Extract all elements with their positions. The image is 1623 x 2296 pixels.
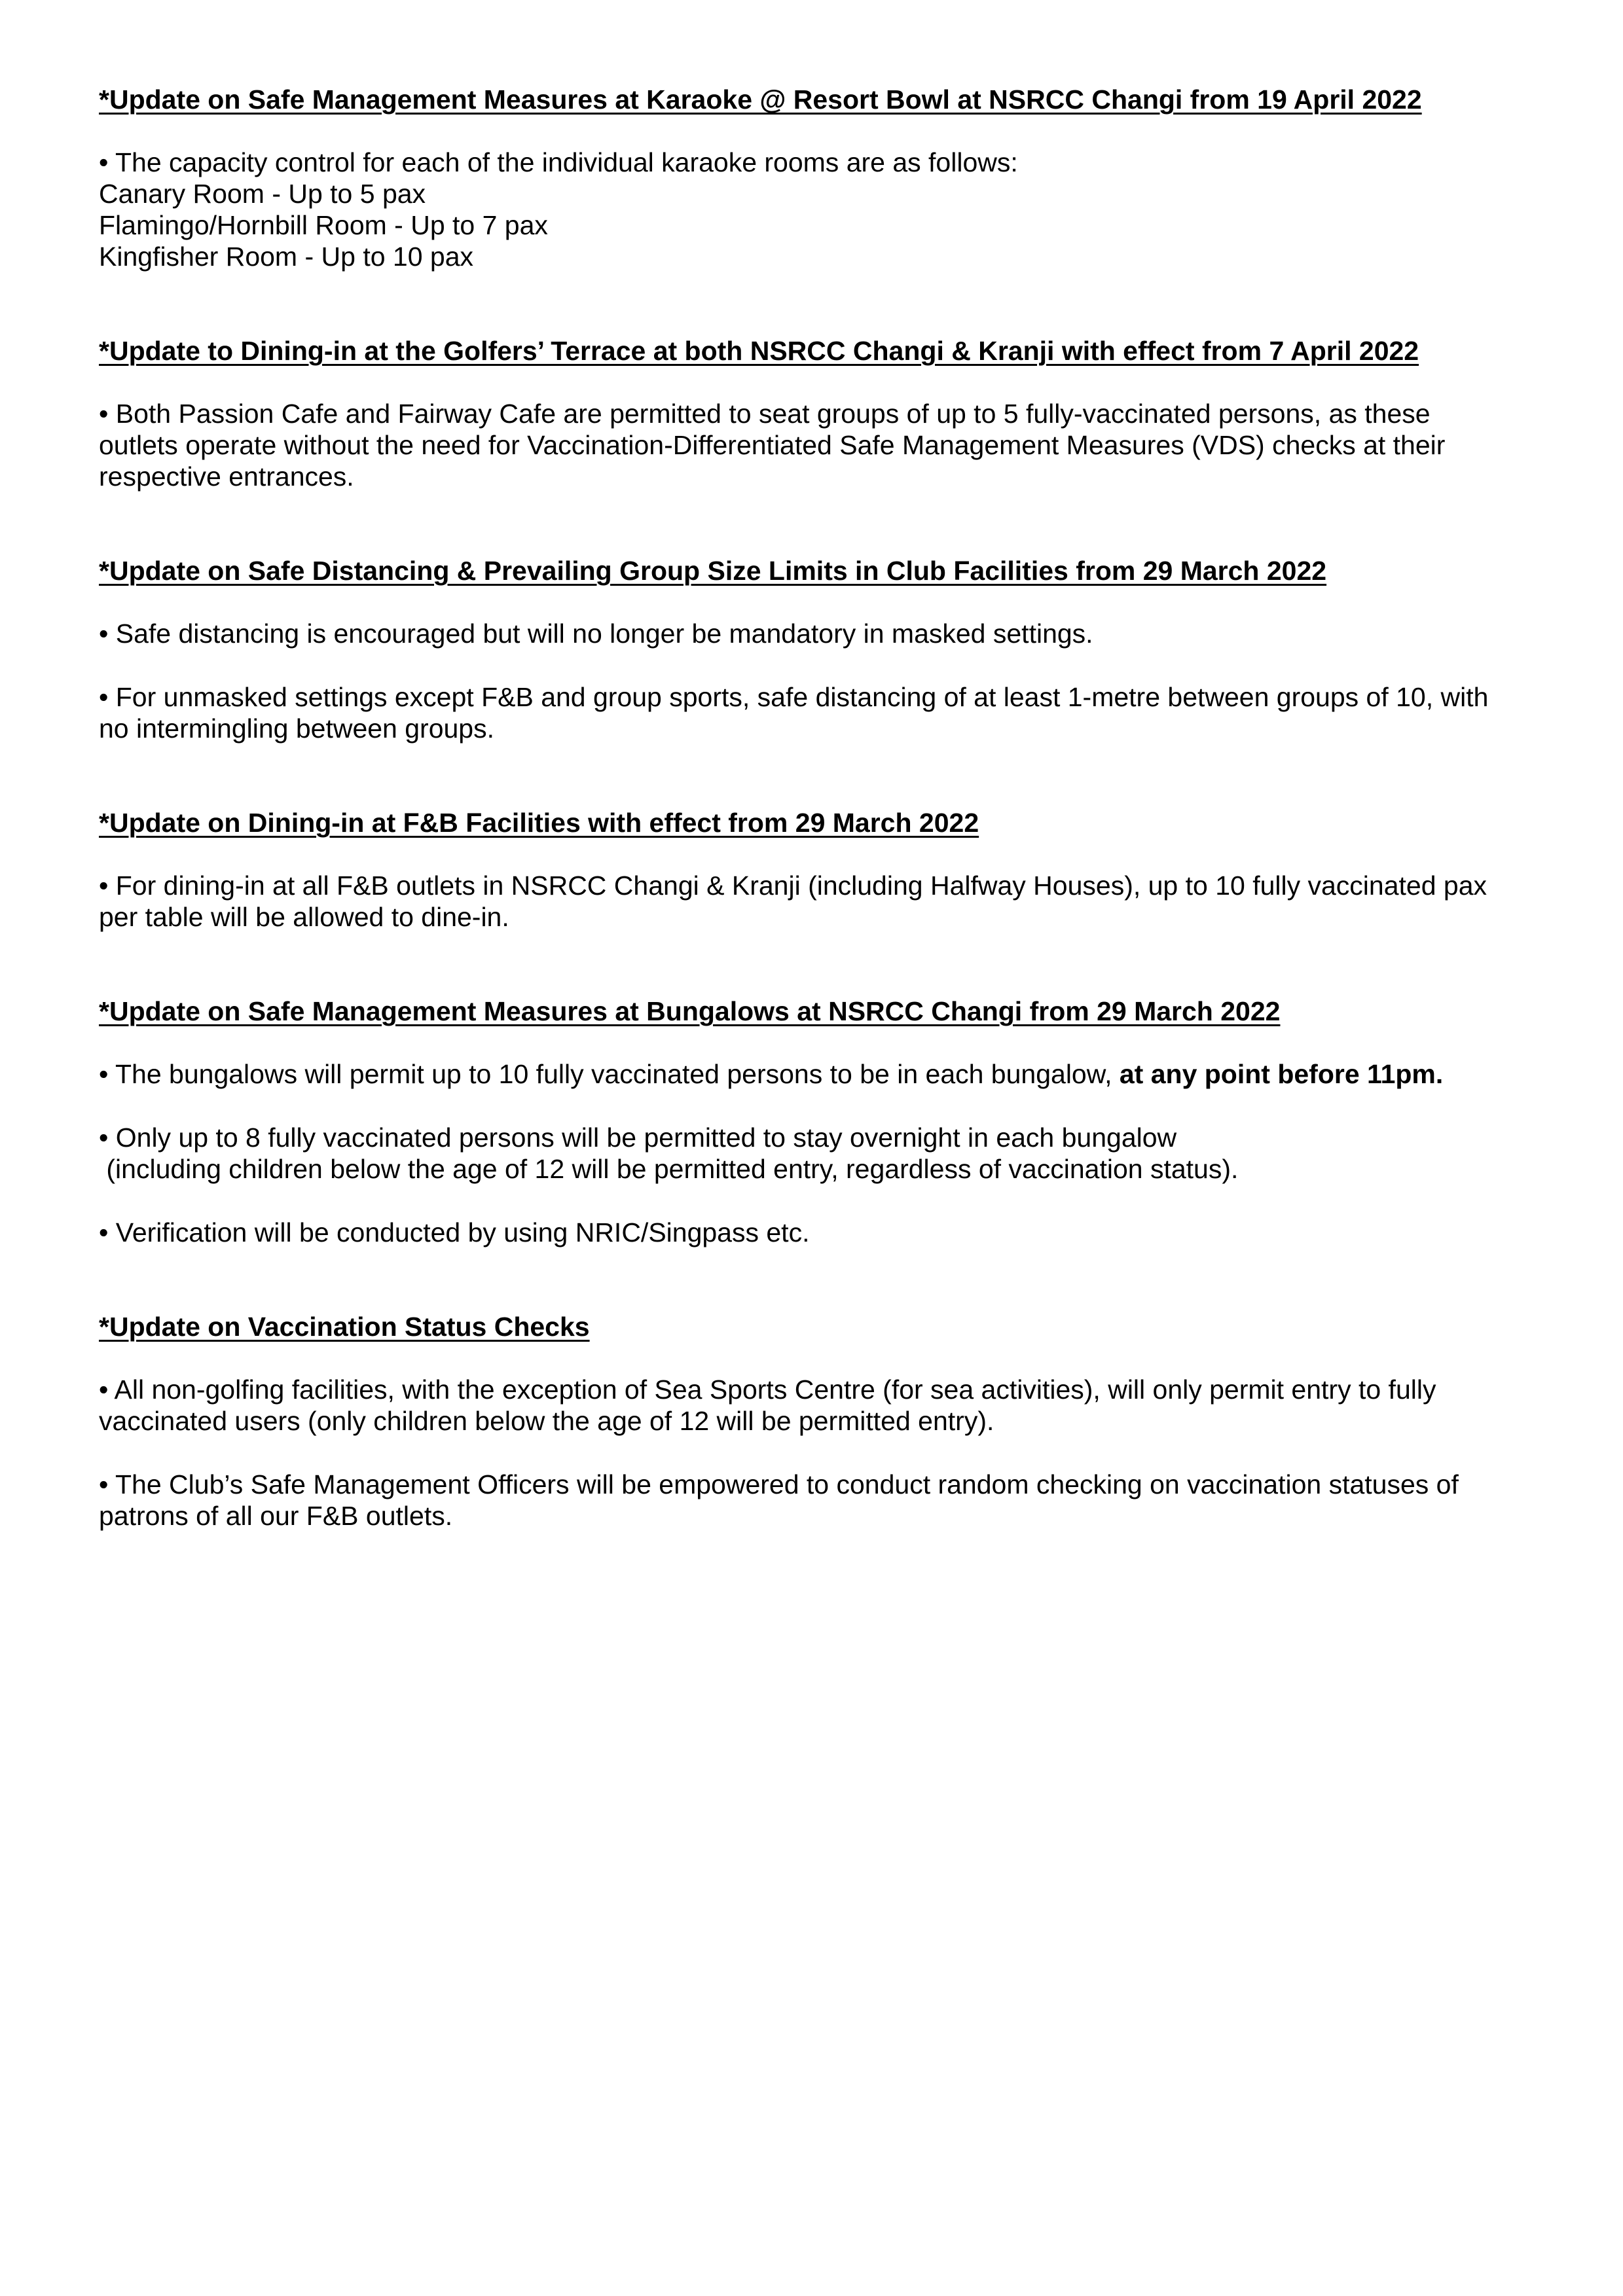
section-karaoke — [99, 84, 1539, 272]
text-line: vaccinated users (only children below the age of 12 will be permitted entry). — [99, 1406, 994, 1436]
text-line: outlets operate without the need for Vaccination-Differentiated Safe Management Measures (VDS) checks at their — [99, 430, 1446, 460]
paragraph — [99, 1217, 1539, 1248]
paragraph — [99, 1374, 1539, 1437]
text-line: patrons of all our F&B outlets. — [99, 1501, 453, 1531]
text-line: • For unmasked settings except F&B and group sports, safe distancing of at least 1-metre between groups of 10, with — [99, 682, 1489, 712]
paragraph — [99, 681, 1539, 744]
section-heading: *Update on Vaccination Status Checks — [99, 1312, 590, 1342]
text-line: Canary Room - Up to 5 pax — [99, 179, 426, 209]
text-line: • The Club’s Safe Management Officers will be empowered to conduct random checking on vaccination statuses of — [99, 1469, 1459, 1499]
text-line: • Verification will be conducted by using NRIC/Singpass etc. — [99, 1217, 810, 1247]
text-run: • The bungalows will permit up to 10 fully vaccinated persons to be in each bungalow, — [99, 1059, 1120, 1089]
paragraph — [99, 1058, 1539, 1090]
document-content — [99, 84, 1539, 1532]
paragraph — [99, 398, 1539, 492]
section-heading: *Update to Dining-in at the Golfers’ Terrace at both NSRCC Changi & Kranji with effect from 7 April 2022 — [99, 336, 1419, 366]
section-bungalows — [99, 996, 1539, 1248]
text-line: • The capacity control for each of the individual karaoke rooms are as follows: — [99, 147, 1018, 177]
paragraph — [99, 147, 1539, 272]
text-line: per table will be allowed to dine-in. — [99, 902, 509, 932]
text-line: • Only up to 8 fully vaccinated persons will be permitted to stay overnight in each bungalow — [99, 1122, 1177, 1153]
section-heading: *Update on Safe Management Measures at Karaoke @ Resort Bowl at NSRCC Changi from 19 April 2022 — [99, 84, 1422, 115]
text-line: • All non-golfing facilities, with the exception of Sea Sports Centre (for sea activities), will only permit entry to fully — [99, 1374, 1436, 1405]
section-dining-in — [99, 807, 1539, 933]
text-line: • Both Passion Cafe and Fairway Cafe are permitted to seat groups of up to 5 fully-vaccinated persons, as these — [99, 399, 1431, 429]
text-line — [99, 1058, 1539, 1090]
paragraph — [99, 1469, 1539, 1532]
bold-emphasis: at any point before 11pm. — [1119, 1059, 1444, 1089]
section-heading: *Update on Dining-in at F&B Facilities with effect from 29 March 2022 — [99, 808, 979, 838]
paragraph — [99, 618, 1539, 649]
paragraph — [99, 870, 1539, 933]
section-heading: *Update on Safe Management Measures at Bungalows at NSRCC Changi from 29 March 2022 — [99, 996, 1281, 1026]
text-line: no intermingling between groups. — [99, 713, 494, 744]
text-line: (including children below the age of 12 will be permitted entry, regardless of vaccination status). — [99, 1154, 1239, 1184]
text-line: • Safe distancing is encouraged but will no longer be mandatory in masked settings. — [99, 619, 1093, 649]
text-line: • For dining-in at all F&B outlets in NSRCC Changi & Kranji (including Halfway Houses), up to 10 fully vaccinated pax — [99, 870, 1487, 901]
text-line: Kingfisher Room - Up to 10 pax — [99, 242, 473, 272]
section-safe-distancing — [99, 555, 1539, 744]
section-golfers-terrace — [99, 335, 1539, 492]
text-line: respective entrances. — [99, 461, 354, 492]
paragraph — [99, 1122, 1539, 1185]
section-vaccination-checks — [99, 1311, 1539, 1532]
section-heading: *Update on Safe Distancing & Prevailing Group Size Limits in Club Facilities from 29 March 2022 — [99, 556, 1327, 586]
text-line: Flamingo/Hornbill Room - Up to 7 pax — [99, 210, 548, 240]
